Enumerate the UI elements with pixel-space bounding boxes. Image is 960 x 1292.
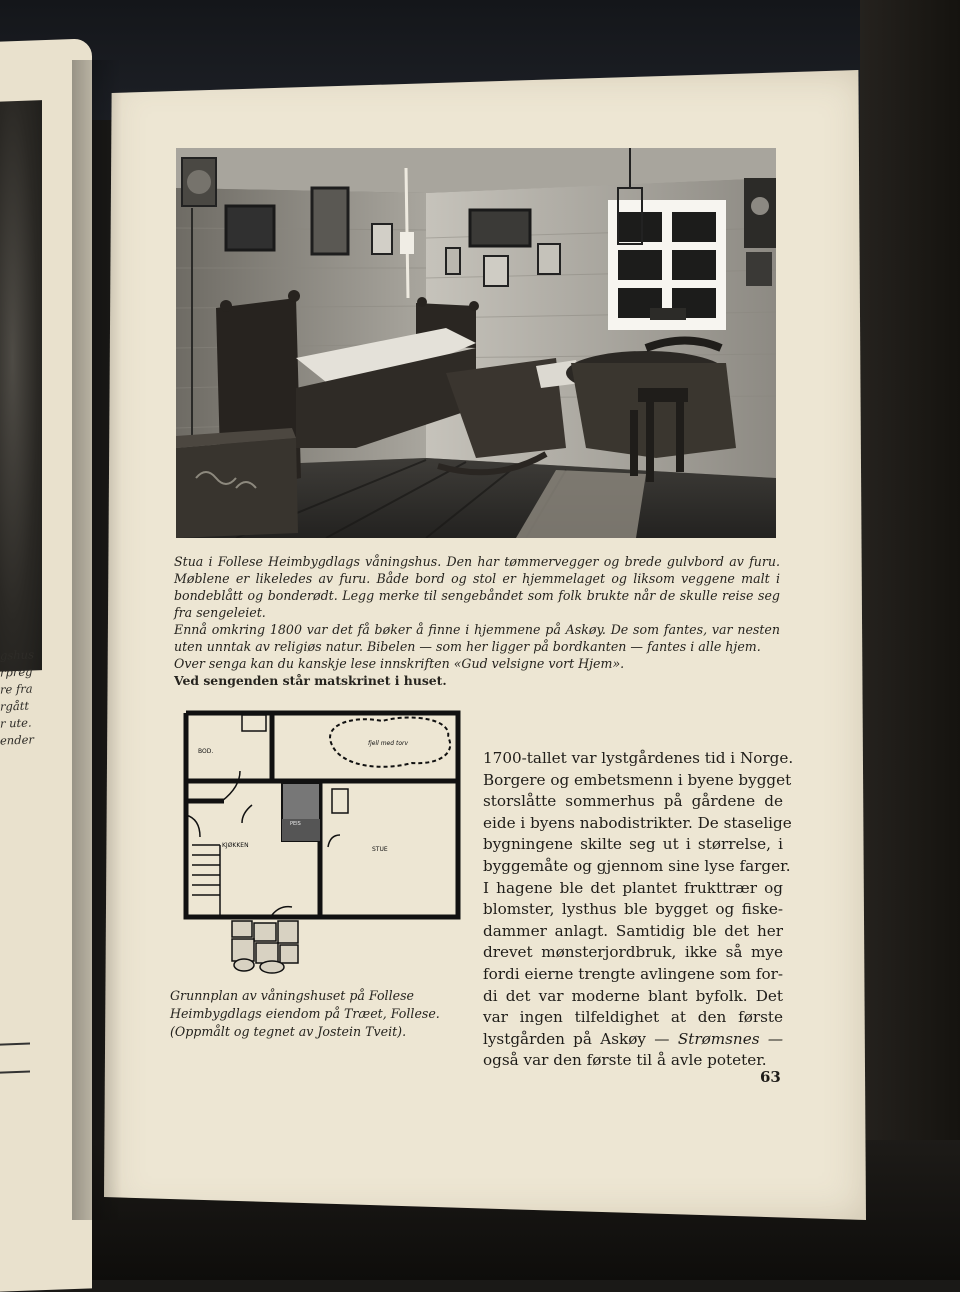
photo-caption xyxy=(174,553,780,689)
room-photograph xyxy=(176,148,776,538)
plan-label-peis: PEIS xyxy=(290,821,301,827)
body-line: også var den første til å avle poteter. xyxy=(483,1051,767,1070)
body-line: dammer anlagt. Samtidig ble det her xyxy=(483,921,783,940)
body-line-with-emphasis: lystgården på Askøy — Strømsnes — xyxy=(483,1029,784,1048)
caption-paragraph: Over senga kan du kanskje lese innskriften «Gud velsigne vort Hjem». xyxy=(174,656,625,671)
body-line: var ingen tilfeldighet at den første xyxy=(483,1008,783,1027)
plan-label-bod: BOD. xyxy=(198,748,214,755)
caption-paragraph: Ved sengenden står matskrinet i huset. xyxy=(174,673,447,688)
body-line: bygningene skilte seg ut i størrelse, i xyxy=(483,835,783,854)
plan-caption-line: (Oppmålt og tegnet av Jostein Tveit). xyxy=(170,1024,407,1039)
plan-label-stue: STUE xyxy=(372,846,388,853)
body-line: storslåtte sommerhus på gårdene de xyxy=(483,792,783,811)
plan-caption-line: Grunnplan av våningshuset på Follese xyxy=(170,988,414,1003)
body-line: byggemåte og gjennom sine lyse farger. xyxy=(483,856,791,875)
left-page-edge xyxy=(0,38,92,1291)
place-name-emphasis: Strømsnes xyxy=(677,1029,760,1048)
body-line: 1700-tallet var lystgårdenes tid i Norge. xyxy=(483,749,794,767)
body-line: Borgere og embetsmenn i byene bygget xyxy=(483,770,792,789)
page-number: 63 xyxy=(760,1068,781,1086)
caption-paragraph: Stua i Follese Heimbygdlags våningshus. Den har tømmervegger og brede gulvbord av furu. Møblene er likeledes av furu. Både bord og stol er hjemmelaget og liksom veggene malt i bondeblått og bonderødt. Legg merke til sengebåndet som folk brukte når de skulle reise seg fra sengeleiet. xyxy=(174,554,780,620)
body-line: di det var moderne blant byfolk. Det xyxy=(483,986,783,1005)
body-line: eide i byens nabodistrikter. De staselige xyxy=(483,813,792,832)
plan-label-fjell: fjell med torv xyxy=(368,740,409,747)
body-text xyxy=(483,748,794,1072)
left-page-photo xyxy=(0,100,42,671)
plan-caption xyxy=(170,987,456,1041)
plan-label-kjokken: KJØKKEN xyxy=(222,842,249,849)
left-page-text: gshus rpreg re fra rgått r ute. ender xyxy=(0,647,34,748)
body-line: I hagene ble det plantet frukttrær og xyxy=(483,878,783,897)
plan-caption-line: Heimbygdlags eiendom på Træet, Follese. xyxy=(170,1006,440,1021)
left-page-sketch xyxy=(0,1043,30,1074)
floor-plan-drawing xyxy=(172,705,464,975)
body-line: fordi eierne trengte avlingene som for- xyxy=(483,964,783,983)
background-right xyxy=(860,0,960,1280)
body-line: drevet mønsterjordbruk, ikke så mye xyxy=(483,943,783,962)
caption-paragraph: Ennå omkring 1800 var det få bøker å finne i hjemmene på Askøy. De som fantes, var nesten uten unntak av religiøs natur. Bibelen — som her ligger på bordkanten — fantes i alle hjem. xyxy=(174,622,780,654)
body-line: blomster, lysthus ble bygget og fiske- xyxy=(483,900,783,919)
